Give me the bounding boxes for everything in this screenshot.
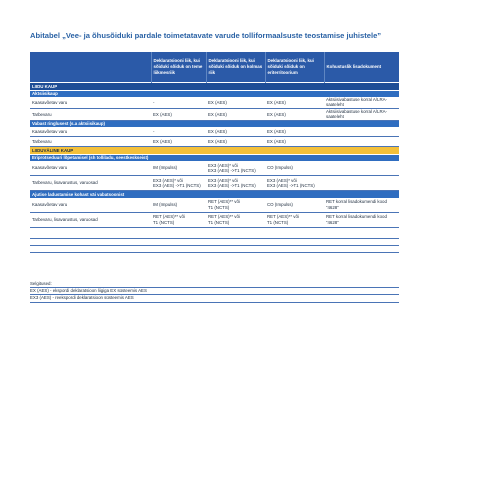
legend-item: EX3 (AES) - reekspordi deklaratsioon süsteemis AES bbox=[30, 294, 399, 301]
table-row bbox=[30, 97, 399, 108]
cell-special-territory: EX (AES) bbox=[265, 127, 324, 137]
cell-additional-document bbox=[324, 137, 399, 147]
cell-member-state: IM (Impulss) bbox=[151, 198, 206, 213]
table-row bbox=[30, 137, 399, 147]
cell-special-territory bbox=[265, 176, 324, 191]
cell-line: T1 (NCTS) bbox=[153, 219, 175, 225]
cell-line: “4628” bbox=[326, 204, 339, 210]
cell-goods: Kaasavõetav varu bbox=[30, 198, 151, 213]
subsection-row bbox=[30, 120, 399, 127]
cell-third-country: EX (AES) bbox=[206, 97, 265, 108]
cell-line: RET (AES)** või bbox=[153, 214, 185, 220]
cell-goods: Tarbevaru bbox=[30, 137, 151, 147]
cell-special-territory: CO (Impulss) bbox=[265, 161, 324, 176]
cell-third-country bbox=[206, 176, 265, 191]
empty-cell bbox=[30, 245, 399, 252]
cell-additional-document bbox=[324, 161, 399, 176]
cell-member-state: EX (AES) bbox=[151, 108, 206, 120]
cell-third-country bbox=[206, 198, 265, 213]
cell-special-territory: CO (Impulss) bbox=[265, 198, 324, 213]
header-cell-additional-document: Kohustuslik lisadokument bbox=[324, 52, 399, 83]
legend-heading: Selgitused: bbox=[30, 281, 52, 286]
subsection-label: Aktsiisikaup bbox=[30, 90, 399, 97]
empty-cell bbox=[30, 227, 399, 238]
cell-member-state: - bbox=[151, 97, 206, 108]
cell-line: EX3 (AES)* või bbox=[208, 162, 238, 168]
cell-goods: Kaasavõetav varu bbox=[30, 127, 151, 137]
cell-special-territory: EX (AES) bbox=[265, 108, 324, 120]
empty-cell bbox=[30, 238, 399, 245]
cell-line: T1 (NCTS) bbox=[208, 219, 230, 225]
table-row bbox=[30, 176, 399, 191]
cell-line: RET (AES)** või bbox=[208, 214, 240, 220]
cell-third-country bbox=[206, 161, 265, 176]
cell-line: EX3 (AES)* või bbox=[208, 177, 238, 183]
cell-line: EX3 (AES) ->T1 (NCTS) bbox=[208, 183, 256, 189]
cell-line: EX3 (AES) ->T1 (NCTS) bbox=[208, 168, 256, 174]
cell-member-state bbox=[151, 212, 206, 227]
cell-line: RET korral lisadokumendi kood bbox=[326, 199, 387, 205]
cell-member-state: - bbox=[151, 127, 206, 137]
cell-additional-document bbox=[324, 176, 399, 191]
cell-line: RET (AES)** või bbox=[267, 214, 299, 220]
cell-goods: Kaasavõetav varu bbox=[30, 97, 151, 108]
cell-line: EX3 (AES) ->T1 (NCTS) bbox=[153, 183, 201, 189]
cell-goods: Kaasavõetav varu bbox=[30, 161, 151, 176]
cell-third-country: EX (AES) bbox=[206, 108, 265, 120]
table-row bbox=[30, 198, 399, 213]
cell-line: T1 (NCTS) bbox=[267, 219, 289, 225]
legend-divider bbox=[30, 302, 399, 304]
subsection-label: Eriprotseduuri lõpetamisel (sh tolliladu, seestkeskseist) bbox=[30, 154, 399, 161]
cell-additional-document: Aktsiisivabastuse korral A/LRA-saateleht bbox=[324, 97, 399, 108]
header-cell-third-country: Deklaratsiooni liik, kui sõiduki sõiduk on kolmas riik bbox=[206, 52, 265, 83]
section-row bbox=[30, 147, 399, 155]
cell-additional-document bbox=[324, 198, 399, 213]
cell-goods: Tarbevaru bbox=[30, 108, 151, 120]
document-title: Abitabel „Vee- ja õhusõiduki pardale toimetatavate varude tolliformaalsuste teostamise juhistele” bbox=[30, 31, 382, 40]
table-header-row bbox=[30, 52, 399, 83]
table-row bbox=[30, 127, 399, 137]
empty-row bbox=[30, 245, 399, 252]
cell-special-territory: EX (AES) bbox=[265, 97, 324, 108]
subsection-label: Vabast ringlusest (s.a aktsiisikaup) bbox=[30, 120, 399, 127]
customs-declaration-table bbox=[30, 52, 399, 253]
cell-special-territory: EX (AES) bbox=[265, 137, 324, 147]
cell-goods: Tarbevaru, lisavarustus, varuosad bbox=[30, 212, 151, 227]
header-cell-member-state: Deklaratsiooni liik, kui sõiduki sõiduk on teme liikmesriik bbox=[151, 52, 206, 83]
table-row bbox=[30, 161, 399, 176]
section-label: LIIDUVÄLINE KAUP bbox=[30, 147, 399, 155]
cell-line: EX3 (AES)* või bbox=[267, 177, 297, 183]
empty-row bbox=[30, 227, 399, 238]
header-cell-empty bbox=[30, 52, 151, 83]
cell-line: EX3 (AES) ->T1 (NCTS) bbox=[267, 183, 315, 189]
cell-third-country: EX (AES) bbox=[206, 137, 265, 147]
table-row bbox=[30, 108, 399, 120]
table-row bbox=[30, 212, 399, 227]
section-label: LIIDU KAUP bbox=[30, 83, 399, 91]
cell-line: “4628” bbox=[326, 219, 339, 225]
subsection-row bbox=[30, 154, 399, 161]
cell-third-country bbox=[206, 212, 265, 227]
subsection-row bbox=[30, 191, 399, 198]
cell-line: RET (AES)** või bbox=[208, 199, 240, 205]
cell-line: T1 (NCTS) bbox=[208, 204, 230, 210]
cell-additional-document bbox=[324, 212, 399, 227]
cell-member-state bbox=[151, 176, 206, 191]
cell-member-state: IM (Impulss) bbox=[151, 161, 206, 176]
subsection-label: Ajutise ladustamise kohast väi vabatsoonist bbox=[30, 191, 399, 198]
section-row bbox=[30, 83, 399, 91]
cell-third-country: EX (AES) bbox=[206, 127, 265, 137]
cell-additional-document bbox=[324, 127, 399, 137]
legend-block bbox=[30, 281, 399, 304]
cell-line: RET korral lisadokumendi kood bbox=[326, 214, 387, 220]
empty-row bbox=[30, 238, 399, 245]
cell-additional-document: Aktsiisivabastuse korral A/LRA-saateleht bbox=[324, 108, 399, 120]
subsection-row bbox=[30, 90, 399, 97]
cell-goods: Tarbevaru, lisavarustus, varuosad bbox=[30, 176, 151, 191]
header-cell-special-territory: Deklaratsiooni liik, kui sõiduki sõiduk on eriterritoorium bbox=[265, 52, 324, 83]
cell-line: EX3 (AES)* või bbox=[153, 177, 183, 183]
cell-special-territory bbox=[265, 212, 324, 227]
cell-member-state: EX (AES) bbox=[151, 137, 206, 147]
legend-item: EX (AES) - ekspordi deklaratsioon liigiga EX süsteemis AES bbox=[30, 287, 399, 294]
